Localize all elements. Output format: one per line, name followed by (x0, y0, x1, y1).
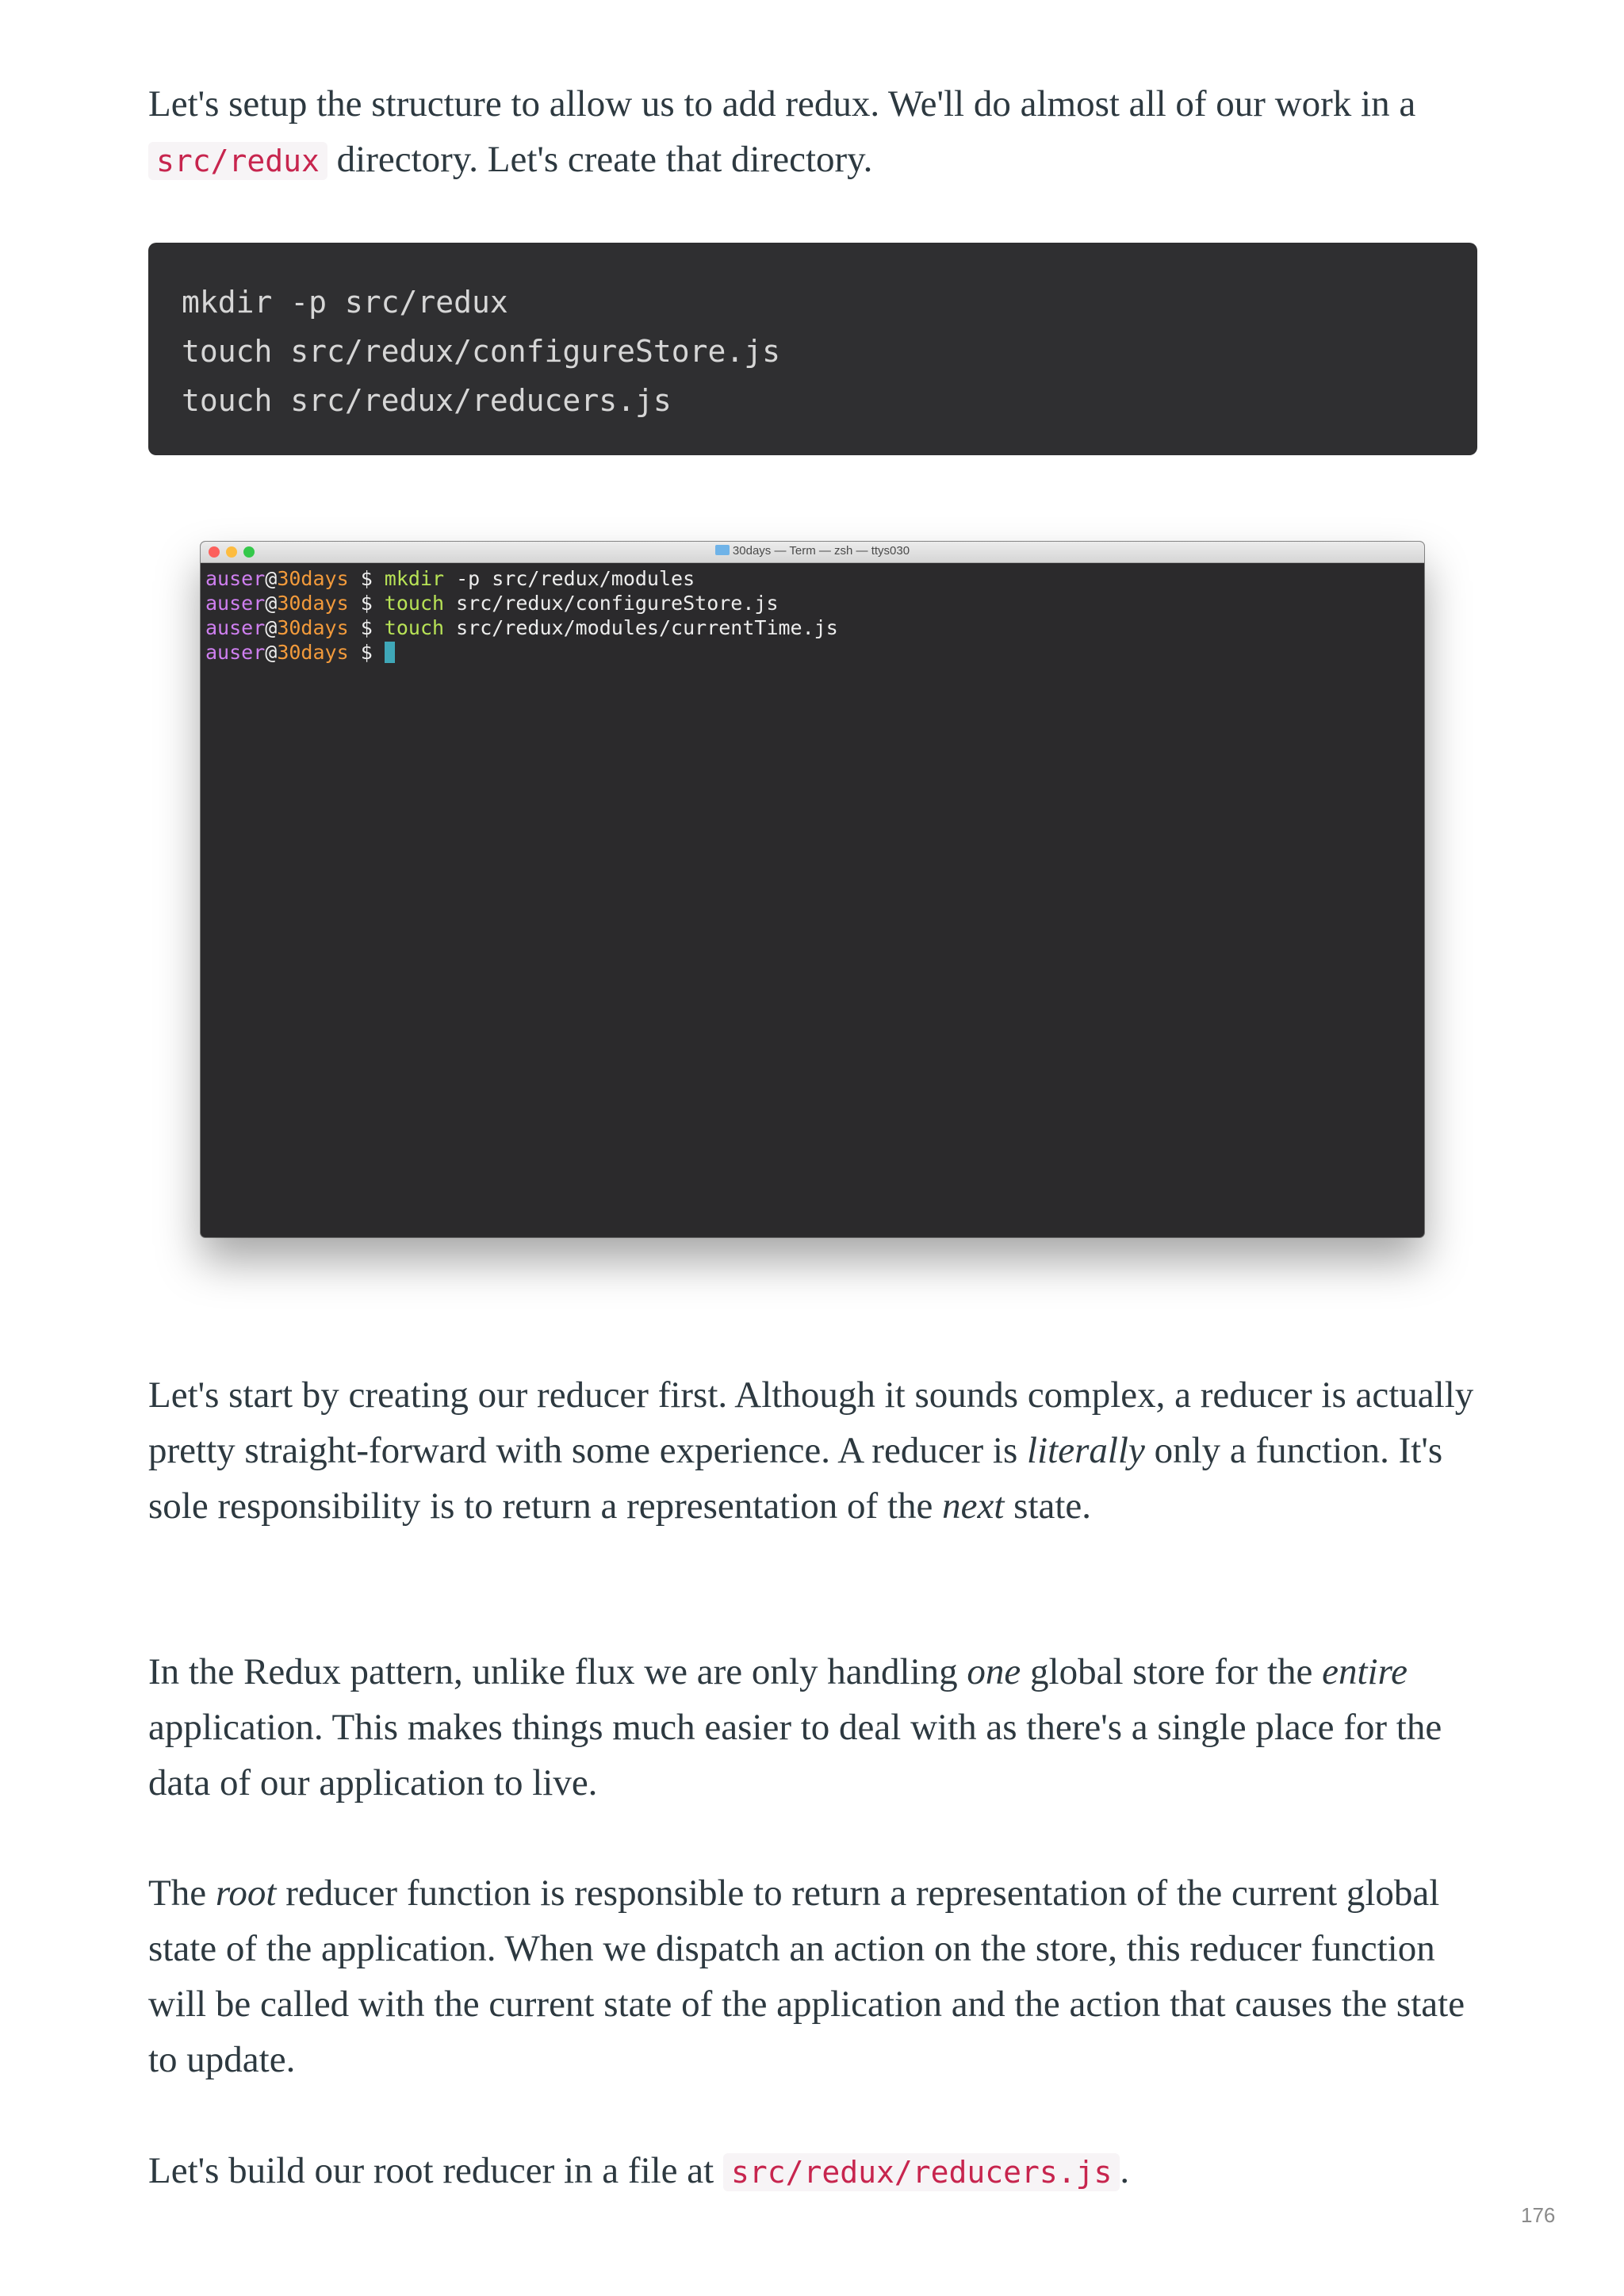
paragraph-reducer: Let's start by creating our reducer first. Although it sounds complex, a reducer is actually pretty straight-forward with some experience. A reducer is literally only a function. It's sole responsibility is to return a representation of the next state. (148, 1374, 1484, 1527)
terminal-line: auser@30days $ mkdir -p src/redux/modules (205, 567, 695, 590)
inline-code: src/redux/reducers.js (723, 2153, 1120, 2191)
folder-icon (715, 545, 730, 555)
terminal-title (201, 544, 1424, 558)
terminal-body (201, 563, 1424, 668)
page-number: 176 (1521, 2203, 1556, 2227)
code-block (148, 243, 1477, 455)
code-line: touch src/redux/configureStore.js (182, 334, 780, 369)
terminal-cursor (385, 642, 395, 663)
inline-code: src/redux (148, 142, 327, 180)
code-line: mkdir -p src/redux (182, 285, 508, 320)
paragraph-redux-pattern: In the Redux pattern, unlike flux we are only handling one global store for the entire application. This makes things much easier to deal with as there's a single place for the data of our application to live. (148, 1651, 1451, 1803)
terminal-line: auser@30days $ (205, 640, 1419, 665)
code-line: touch src/redux/reducers.js (182, 383, 672, 418)
terminal-screenshot (201, 542, 1424, 1237)
terminal-line: auser@30days $ touch src/redux/configureStore.js (205, 592, 779, 615)
paragraph-build-reducer: Let's build our root reducer in a file at src/redux/reducers.js . (148, 2150, 1130, 2191)
terminal-line: auser@30days $ touch src/redux/modules/currentTime.js (205, 616, 838, 639)
intro-text-2: directory. Let's create that directory. (327, 139, 873, 180)
intro-text-1: Let's setup the structure to allow us to add redux. We'll do almost all of our work in a (148, 83, 1425, 125)
terminal-titlebar (201, 542, 1424, 563)
terminal-title-text: 30days — Term — zsh — ttys030 (732, 544, 910, 558)
intro-paragraph (148, 76, 1480, 189)
paragraph-root-reducer: The root reducer function is responsible to return a representation of the current global state of the application. When we dispatch an action on the store, this reducer function will be called with the current state of the application and the action that causes the state to update. (148, 1872, 1474, 2080)
